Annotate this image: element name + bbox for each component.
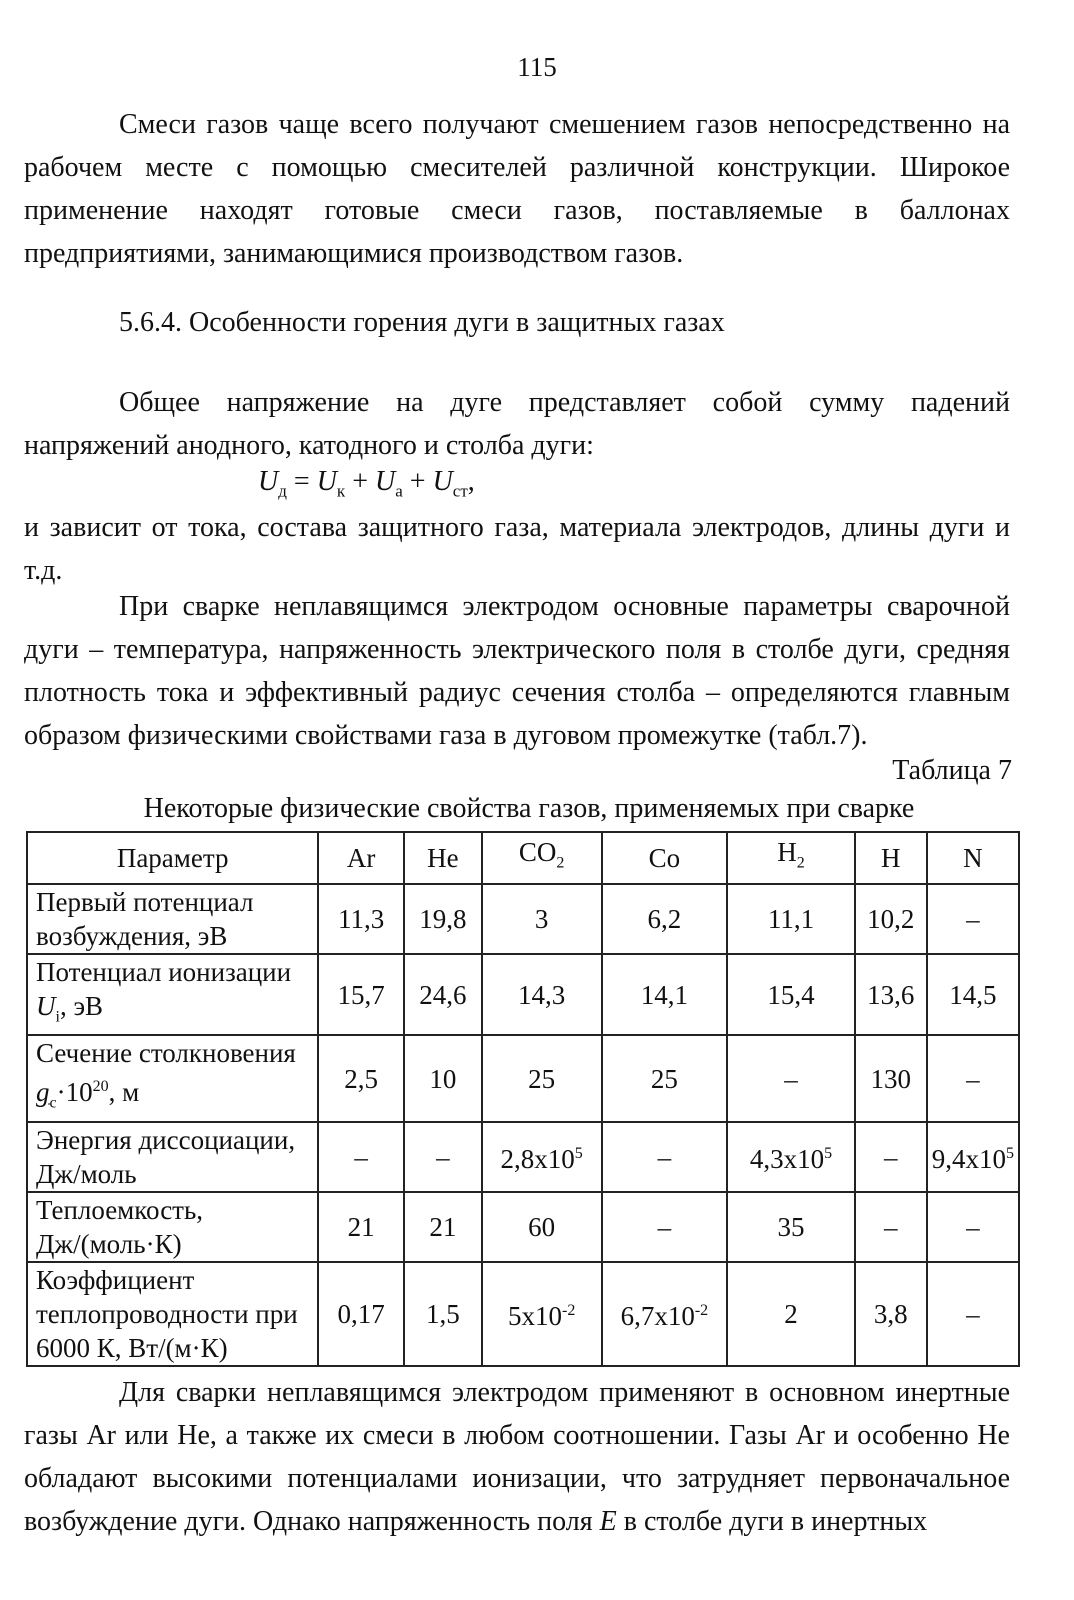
paragraph-arc-dependence: и зависит от тока, состава защитного газа, материала электродов, длины дуги и т.д. [24, 512, 1010, 586]
table-cell: 60 [482, 1192, 602, 1262]
row-param: Потенциал ионизации $U_i$, эВ [27, 954, 318, 1035]
header-n: N [927, 832, 1019, 884]
table-header-row [27, 832, 1019, 884]
table-row [27, 884, 1019, 954]
table-cell: 14,1 [602, 954, 728, 1035]
table-cell: – [927, 1262, 1019, 1366]
arc-voltage-formula: $U_д = U_к + U_а + U_{ст}$, [258, 466, 475, 501]
table-cell: 25 [602, 1035, 728, 1121]
table-cell: 21 [404, 1192, 482, 1262]
table-cell: 14,3 [482, 954, 602, 1035]
table-cell: 21 [318, 1192, 404, 1262]
table-cell: – [602, 1192, 728, 1262]
gas-properties-table [26, 831, 1020, 1367]
header-he: He [404, 832, 482, 884]
table-cell: 130 [855, 1035, 927, 1121]
table-row [27, 1122, 1019, 1192]
page-number: 115 [517, 52, 557, 82]
header-parameter: Параметр [27, 832, 318, 884]
table-cell: 10 [404, 1035, 482, 1121]
row-param: Теплоемкость, Дж/(моль·К) [27, 1192, 318, 1262]
table-cell: 10,2 [855, 884, 927, 954]
header-h2: $H_2$ [727, 832, 855, 884]
table-row [27, 1262, 1019, 1366]
table-cell: – [855, 1192, 927, 1262]
section-heading: 5.6.4. Особенности горения дуги в защитных газах [119, 307, 725, 338]
row-param: Сечение столкновения $g_c\cdot 10^{20}$, м [27, 1035, 318, 1121]
header-co2: $CO_2$ [482, 832, 602, 884]
table-cell: $6,7x10^{-2}$ [602, 1262, 728, 1366]
table-cell: – [927, 1192, 1019, 1262]
table-cell: 15,7 [318, 954, 404, 1035]
table-cell: – [927, 1035, 1019, 1121]
table-cell: $4,3x10^5$ [727, 1122, 855, 1192]
table-cell: $9,4x10^5$ [927, 1122, 1019, 1192]
table-cell: 24,6 [404, 954, 482, 1035]
row-param: Первый потенциал возбуждения, эВ [27, 884, 318, 954]
table-cell: 2,5 [318, 1035, 404, 1121]
paragraph-gas-mixtures: Смеси газов чаще всего получают смешением газов непосредственно на рабочем месте с помощью смесителей различной конструкции. Широкое применение находят готовые смеси газов, поставляемые в баллонах предприятиями, занимающимися производством газов. [24, 109, 1010, 269]
table-cell: – [727, 1035, 855, 1121]
paragraph-arc-voltage: Общее напряжение на дуге представляет собой сумму падений напряжений анодного, катодного и столба дуги: [24, 387, 1010, 461]
table-cell: 19,8 [404, 884, 482, 954]
table-cell: 1,5 [404, 1262, 482, 1366]
table-row [27, 1192, 1019, 1262]
table-row [27, 1035, 1019, 1121]
table-cell: – [927, 884, 1019, 954]
row-param: Энергия диссоциации, Дж/моль [27, 1122, 318, 1192]
table-cell: $5x10^{-2}$ [482, 1262, 602, 1366]
table-cell: 0,17 [318, 1262, 404, 1366]
row-param: Коэффициент теплопроводности при 6000 К, Вт/(м·К) [27, 1262, 318, 1366]
table-cell: – [602, 1122, 728, 1192]
table-cell: $2,8x10^5$ [482, 1122, 602, 1192]
table-cell: 3 [482, 884, 602, 954]
table-cell: 35 [727, 1192, 855, 1262]
table-cell: 11,1 [727, 884, 855, 954]
table-cell: – [404, 1122, 482, 1192]
table-cell: – [318, 1122, 404, 1192]
paragraph-arc-parameters: При сварке неплавящимся электродом основные параметры сварочной дуги – температура, напряженность электрического поля в столбе дуги, средняя плотность тока и эффективный радиус сечения столба – определяются главным образом физическими свойствами газа в дуговом промежутке (табл.7). [24, 591, 1010, 751]
table-cell: 2 [727, 1262, 855, 1366]
table-cell: 25 [482, 1035, 602, 1121]
header-ar: Ar [318, 832, 404, 884]
table-label: Таблица 7 [892, 755, 1012, 786]
table-cell: 15,4 [727, 954, 855, 1035]
table-title: Некоторые физические свойства газов, применяемых при сварке [143, 793, 915, 824]
table-cell: 3,8 [855, 1262, 927, 1366]
table-cell: 11,3 [318, 884, 404, 954]
table-cell: – [855, 1122, 927, 1192]
header-h: H [855, 832, 927, 884]
table-cell: 13,6 [855, 954, 927, 1035]
table-cell: 6,2 [602, 884, 728, 954]
table-row [27, 954, 1019, 1035]
paragraph-inert-gases: Для сварки неплавящимся электродом применяют в основном инертные газы Ar или He, а также их смеси в любом соотношении. Газы Ar и особенно He обладают высокими потенциалами ионизации, что затрудняет первоначальное возбуждение дуги. Однако напряженность поля E в столбе дуги в инертных [24, 1377, 1010, 1537]
header-co: Co [602, 832, 728, 884]
table-cell: 14,5 [927, 954, 1019, 1035]
